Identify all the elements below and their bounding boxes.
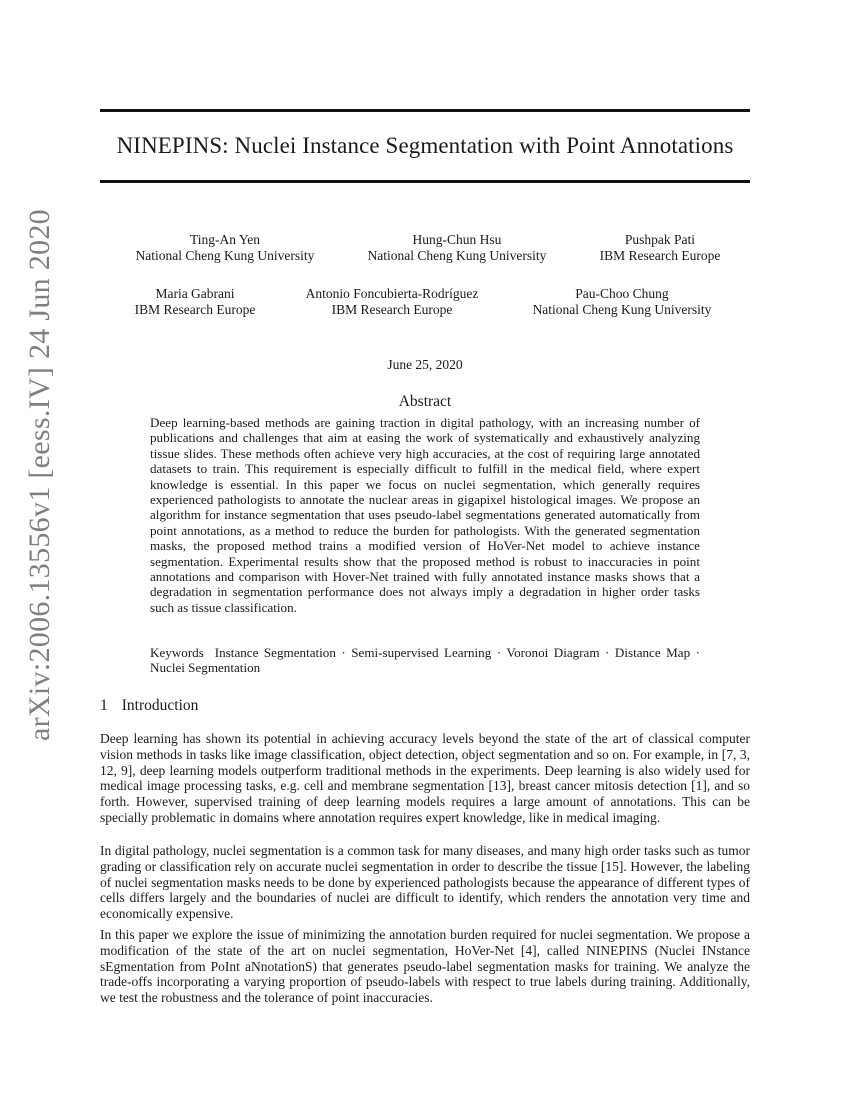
author-block <box>362 232 552 264</box>
keywords-text: Instance Segmentation · Semi-supervised Learning · Voronoi Diagram · Distance Map · Nuclei Segmentation <box>150 645 701 676</box>
author-affiliation: National Cheng Kung University <box>367 248 547 263</box>
author-name: Pau-Choo Chung <box>575 286 669 301</box>
publication-date: June 25, 2020 <box>387 357 463 372</box>
author-affiliation: IBM Research Europe <box>599 248 721 263</box>
author-affiliation: IBM Research Europe <box>134 302 256 317</box>
paper-title: NINEPINS: Nuclei Instance Segmentation with Point Annotations <box>116 133 734 158</box>
author-block <box>130 232 320 264</box>
author-affiliation: National Cheng Kung University <box>532 302 712 317</box>
section-heading-introduction <box>100 697 198 715</box>
keywords-block <box>150 645 700 676</box>
arxiv-identifier-stamp: arXiv:2006.13556v1 [eess.IV] 24 Jun 2020 <box>23 209 56 741</box>
intro-paragraph: Deep learning has shown its potential in achieving accuracy levels beyond the state of the art of classical computer vision methods in tasks like image classification, object detection, object segmentation and so on. For example, in [7, 3, 12, 9], deep learning models outperform traditional methods in the experiments. Deep learning is also widely used for medical image processing tasks, e.g. cell and membrane segmentation [13], breast cancer mitosis detection [1], and so forth. However, supervised training of deep learning models requires a large amount of annotations. This can be specially problematic in domains where annotation requires expert knowledge, like in medical imaging. <box>100 731 750 825</box>
keywords-label: Keywords <box>150 645 204 660</box>
abstract-text: Deep learning-based methods are gaining traction in digital pathology, with an increasing number of publications and challenges that aim at easing the work of systematically and exhaustively analyzing tissue slides. These methods often achieve very high accuracies, at the cost of requiring large annotated datasets to train. This requirement is especially difficult to fulfill in the medical field, where expert knowledge is essential. In this paper we focus on nuclei segmentation, which generally requires experienced pathologists to annotate the nuclear areas in gigapixel histological images. We propose an algorithm for instance segmentation that uses pseudo-label segmentations generated automatically from point annotations, as a method to reduce the burden for pathologists. With the generated segmentation masks, the proposed method trains a modified version of HoVer-Net model to achieve instance segmentation. Experimental results show that the proposed method is robust to inaccuracies in point annotations and comparison with Hover-Net trained with fully annotated instance masks shows that a degradation in segmentation performance does not always imply a degradation in higher order tasks such as tissue classification. <box>150 415 700 615</box>
title-rule-bottom <box>100 180 750 183</box>
author-name: Maria Gabrani <box>155 286 235 301</box>
author-name: Pushpak Pati <box>624 232 696 247</box>
intro-paragraph: In this paper we explore the issue of minimizing the annotation burden required for nuclei segmentation. We propose a modification of the state of the art on nuclei segmentation, HoVer-Net [4], called NINEPINS (Nuclei INstance sEgmentation from PoInt aNnotationS) that generates pseudo-label segmentation masks for training. We analyze the trade-offs incorporating a varying proportion of pseudo-labels with respect to true labels during training. Additionally, we test the robustness and the tolerance of point inaccuracies. <box>100 927 750 1006</box>
author-block <box>585 232 735 264</box>
author-block <box>125 286 265 318</box>
author-block <box>522 286 722 318</box>
section-title: Introduction <box>121 697 199 714</box>
abstract-heading: Abstract <box>398 393 452 410</box>
section-number: 1 <box>100 697 108 714</box>
intro-paragraph: In digital pathology, nuclei segmentation is a common task for many diseases, and many high order tasks such as tumor grading or classification rely on accurate nuclei segmentation in order to describe the tissue [15]. However, the labeling of nuclei segmentation masks needs to be done by experienced pathologists because the appearance of different types of cells differs largely and the boundaries of nuclei are difficult to identify, which renders the annotation very time and economically expensive. <box>100 843 750 922</box>
author-affiliation: IBM Research Europe <box>331 302 453 317</box>
author-name: Antonio Foncubierta-Rodríguez <box>305 286 479 301</box>
author-affiliation: National Cheng Kung University <box>135 248 315 263</box>
author-name: Ting-An Yen <box>189 232 261 247</box>
author-name: Hung-Chun Hsu <box>412 232 502 247</box>
author-block <box>292 286 492 318</box>
